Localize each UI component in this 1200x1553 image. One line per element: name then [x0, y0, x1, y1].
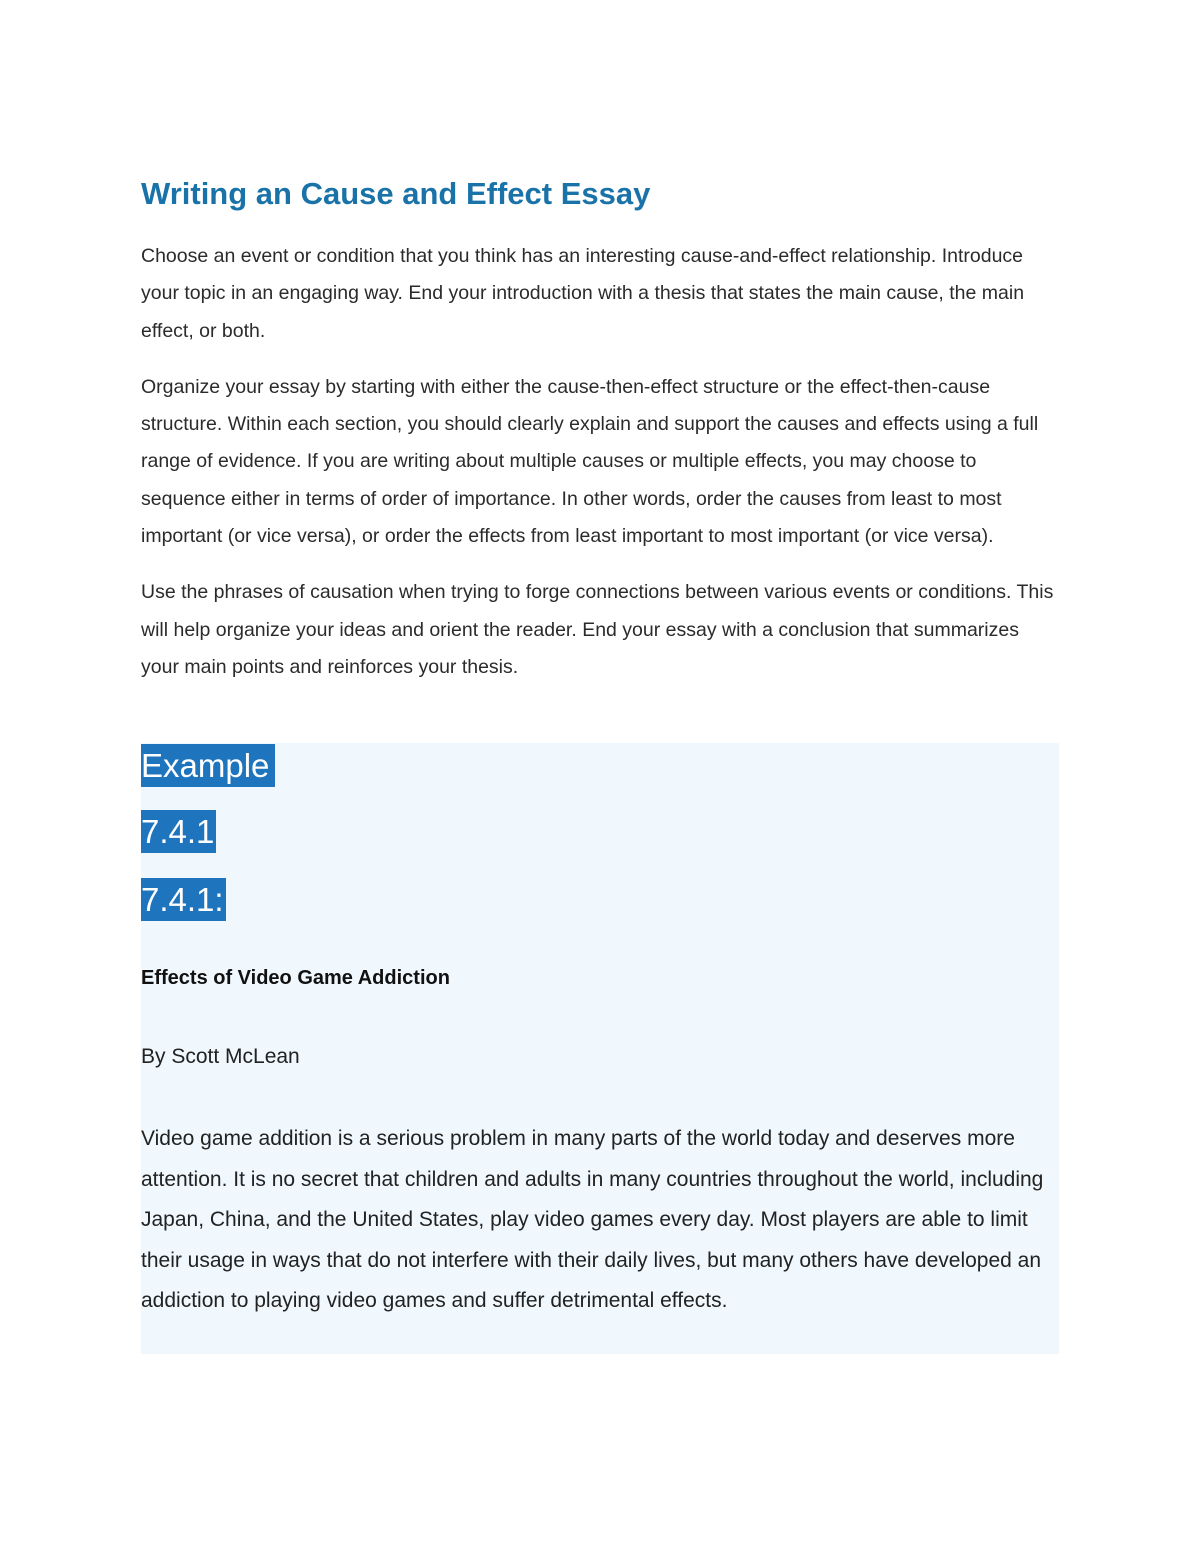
essay-author: By Scott McLean [141, 1045, 300, 1068]
example-label-wrapper [141, 744, 275, 787]
document-page [141, 170, 1059, 705]
intro-paragraph-2: Organize your essay by starting with either the cause-then-effect structure or the effect-then-cause structure. Within each section, you should clearly explain and support the causes and effects using a full range of evidence. If you are writing about multiple causes or multiple effects, you may choose to sequence either in terms of order of importance. In other words, order the causes from least to most important (or vice versa), or order the effects from least important to most important (or vice versa). [141, 375, 1039, 548]
intro-paragraph-3: Use the phrases of causation when trying to forge connections between various events or conditions. This will help organize your ideas and orient the reader. End your essay with a conclusion that summarizes your main points and reinforces your thesis. [141, 581, 1054, 678]
example-number-wrapper [141, 810, 216, 853]
example-label: Example [141, 744, 275, 787]
example-number-colon: 7.4.1: [141, 878, 226, 921]
essay-body: Video game addition is a serious problem in many parts of the world today and deserves more attention. It is no secret that children and adults in many countries throughout the world, including Japan, China, and the United States, play video games every day. Most players are able to limit their usage in ways that do not interfere with their daily lives, but many others have developed an addiction to playing video games and suffer detrimental effects. [141, 1127, 1044, 1313]
example-number-colon-wrapper [141, 878, 226, 921]
essay-title: Effects of Video Game Addiction [141, 967, 450, 989]
example-number: 7.4.1 [141, 810, 216, 853]
intro-paragraph-1: Choose an event or condition that you think has an interesting cause-and-effect relationship. Introduce your topic in an engaging way. End your introduction with a thesis that states the main cause, the main effect, or both. [141, 245, 1025, 342]
page-title: Writing an Cause and Effect Essay [141, 176, 651, 211]
example-box [141, 743, 1059, 1354]
